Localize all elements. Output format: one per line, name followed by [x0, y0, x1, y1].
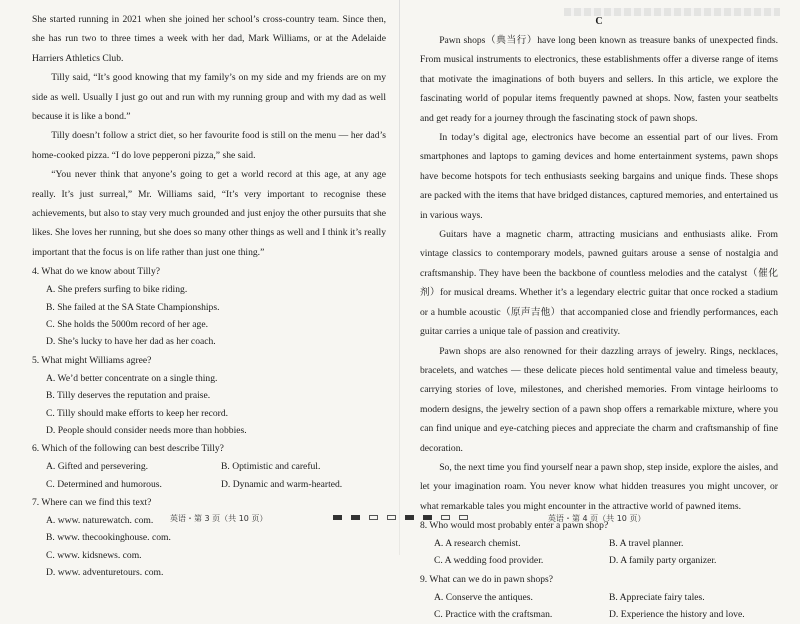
option-a: A. She prefers surfing to bike riding. — [46, 284, 188, 296]
passage-paragraph: Pawn shops are also renowned for their dazzling arrays of jewelry. Rings, necklaces, bracelets, and watches — these delicate pieces hold sentimental value and timeless beauty, carrying stories of love, milestones, and cherished memories. From vintage heirlooms to modern designs, the jewelry section of a pawn shop offers a remarkable mixture, where you can find unique and eye-catching pieces and appreciate the charm and craftsmanship of fine decoration. — [420, 345, 778, 454]
option-b: B. Appreciate fairy tales. — [609, 591, 705, 603]
page-footer-right: 英语・第 4 页（共 10 页） — [548, 514, 646, 523]
option-a: A. Gifted and persevering. — [46, 461, 149, 473]
passage-paragraph: Tilly doesn’t follow a strict diet, so her favourite food is still on the menu — her dad’s home-cooked pizza. “I do love pepperoni pizza,” she said. — [32, 130, 386, 161]
question-stem: 9. What can we do in pawn shops? — [420, 573, 554, 585]
question-stem: 5. What might Williams agree? — [32, 354, 152, 366]
section-letter: C — [595, 16, 603, 27]
page-mark — [459, 515, 468, 520]
left-page — [0, 0, 400, 579]
option-c: C. Determined and humorous. — [46, 478, 162, 490]
page-mark — [369, 515, 378, 520]
question-stem: 7. Where can we find this text? — [32, 497, 152, 509]
passage-paragraph: Pawn shops（典当行）have long been known as treasure banks of unexpected finds. From musical instruments to electronics, these establishments offer a diverse range of items that motivate the imaginations of both buyers and sellers. In this article, we explore the fascinating world of popular items frequently pawned at shops. Now, fasten your seatbelts and get ready for a journey through the fascinating stock of pawn shops. — [420, 35, 778, 124]
option-a: A. A research chemist. — [434, 538, 521, 550]
question-4 — [32, 264, 386, 351]
passage-paragraph: Guitars have a magnetic charm, attracting musicians and enthusiasts alike. From vintage classics to contemporary models, pawned guitars arouse a sense of nostalgia and craftsmanship. They have been the backbone of countless melodies and the catalyst（催化剂）for musical dreams. Whether it’s a legendary electric guitar that once rocked a stadium or a humble acoustic（原声吉他）that accompanied close and friendly performances, each guitar carries a unique tale of passion and creativity. — [420, 229, 778, 338]
option-a: A. We’d better concentrate on a single thing. — [46, 372, 218, 384]
page-marks — [333, 515, 468, 520]
question-stem: 4. What do we know about Tilly? — [32, 266, 161, 278]
option-c: C. Tilly should make efforts to keep her record. — [46, 407, 229, 419]
option-d: D. She’s lucky to have her dad as her coach. — [46, 336, 216, 348]
option-grid — [420, 535, 778, 570]
option-d: D. Experience the history and love. — [609, 609, 745, 621]
question-7 — [32, 495, 386, 582]
question-8 — [420, 518, 778, 570]
question-9 — [420, 572, 778, 624]
scan-artifact — [564, 8, 780, 16]
page-footer-left: 英语・第 3 页（共 10 页） — [170, 514, 268, 523]
passage-paragraph: In today’s digital age, electronics have become an essential part of our lives. From smartphones and laptops to gaming devices and home entertainment systems, pawn shops have become hotspots for tech enthusiasts seeking bargains and unique finds. These shops are packed with the items that have bridged distances, captured memories, and entertained us in various ways. — [420, 132, 778, 221]
option-b: B. She failed at the SA State Championships. — [46, 301, 220, 313]
right-page — [400, 0, 800, 621]
option-grid — [420, 589, 778, 624]
page-mark — [351, 515, 360, 520]
passage-paragraph: Tilly said, “It’s good knowing that my family’s on my side and my friends are on my side as well. Usually I just go out and run with my running group and with my dad as well because it is like a bond.” — [32, 72, 386, 123]
option-b: B. www. thecookinghouse. com. — [46, 532, 171, 544]
page-mark — [333, 515, 342, 520]
page-mark — [405, 515, 414, 520]
option-c: C. Practice with the craftsman. — [434, 609, 553, 621]
option-b: B. Tilly deserves the reputation and praise. — [46, 390, 211, 402]
option-d: D. Dynamic and warm-hearted. — [221, 478, 343, 490]
question-stem: 8. Who would most probably enter a pawn shop? — [420, 520, 609, 532]
option-a: A. Conserve the antiques. — [434, 591, 533, 603]
option-d: D. People should consider needs more than hobbies. — [46, 424, 247, 436]
passage-paragraph: She started running in 2021 when she joined her school’s cross-country team. Since then, she has run two to three times a week with her dad, Mark Williams, or at the Adelaide Harriers Athletics Club. — [32, 14, 386, 64]
page-mark — [387, 515, 396, 520]
question-5 — [32, 353, 386, 440]
page-mark — [423, 515, 432, 520]
option-c: C. A wedding food provider. — [434, 555, 544, 567]
option-d: D. www. adventuretours. com. — [46, 567, 164, 579]
option-d: D. A family party organizer. — [609, 555, 717, 567]
option-grid — [32, 458, 386, 493]
option-c: C. www. kidsnews. com. — [46, 549, 142, 561]
page-mark — [441, 515, 450, 520]
option-b: B. Optimistic and careful. — [221, 461, 321, 473]
passage-paragraph: “You never think that anyone’s going to get a world record at this age, at any age really. It’s just surreal,” Mr. Williams said, “It’s very important to recognise these achievements, but also to stay very much grounded and just enjoy the other pursuits that she likes. She loves her running, but she does so many other things as well and I think it’s really important that the focus is on life rather than just one thing.” — [32, 169, 386, 258]
option-b: B. A travel planner. — [609, 538, 684, 550]
option-c: C. She holds the 5000m record of her age. — [46, 319, 208, 330]
question-stem: 6. Which of the following can best describe Tilly? — [32, 443, 224, 455]
option-a: A. www. naturewatch. com. — [46, 514, 154, 526]
passage-paragraph: So, the next time you find yourself near a pawn shop, step inside, explore the aisles, and let your imagination roam. You never know what hidden treasures you might uncover, or what remarkable tales you might encounter in the attractive world of pawned items. — [420, 461, 778, 512]
question-6 — [32, 441, 386, 493]
